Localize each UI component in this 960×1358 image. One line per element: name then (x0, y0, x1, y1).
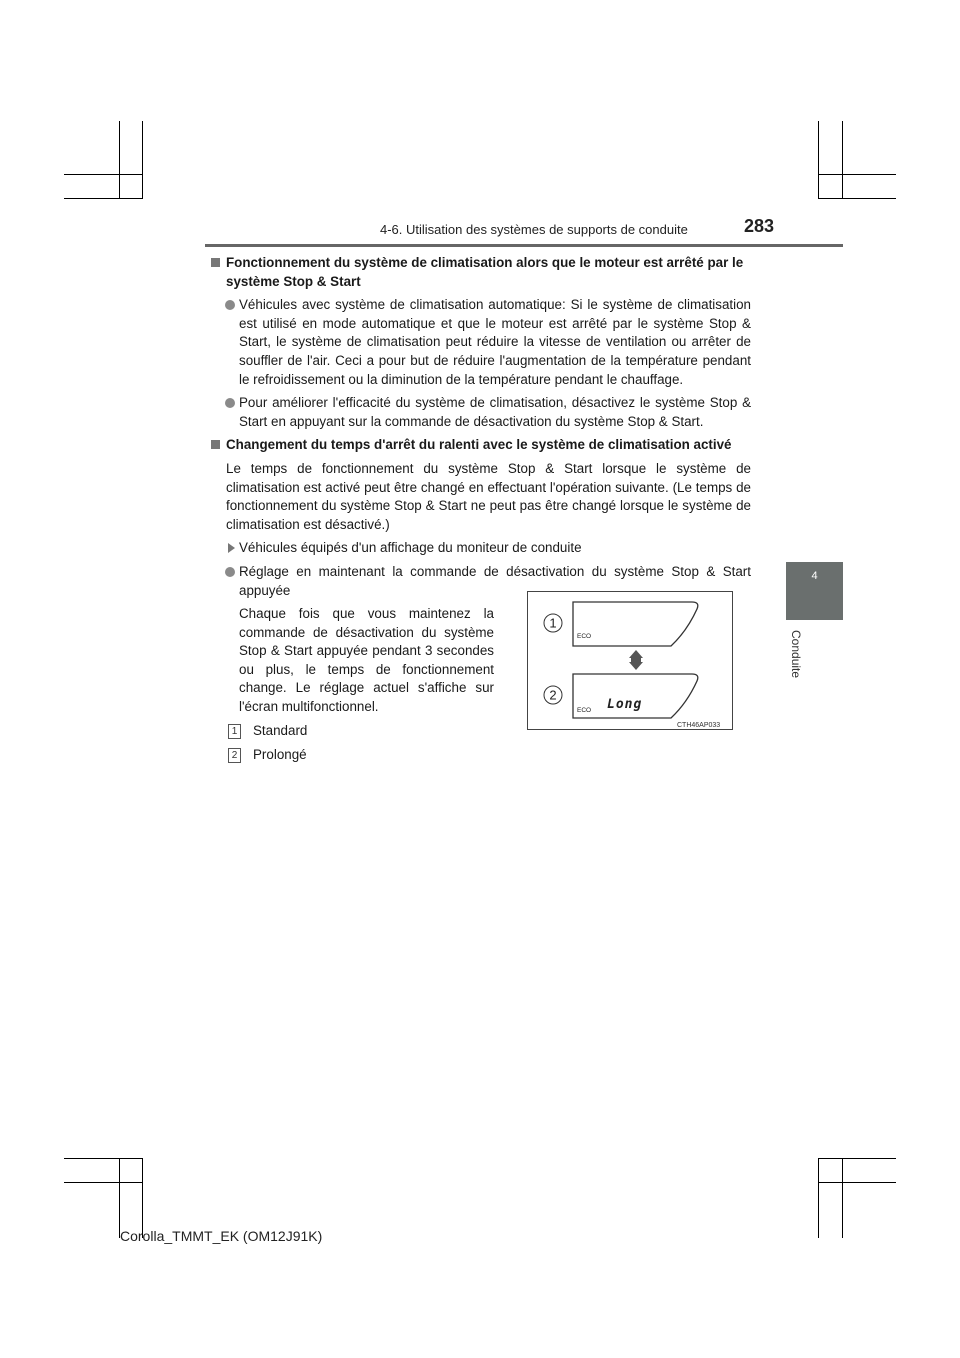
callout-2-number: 2 (549, 687, 557, 703)
crop-mark (119, 1158, 120, 1238)
crop-mark (64, 1182, 142, 1183)
legend-item (211, 746, 751, 765)
legend-number: 2 (228, 748, 241, 763)
square-bullet-icon (211, 258, 220, 267)
paragraph: Le temps de fonctionnement du système Stop & Start lorsque le système de climatisation est activé peut être changé en effectuant l'opération suivante. (Le temps de fonctionnement du système Stop & Start ne peut pas être changé lorsque le système de climatisation est désactivé.) (226, 460, 751, 532)
arrow-item (211, 539, 751, 558)
section-heading (211, 254, 751, 291)
crop-mark (818, 1182, 896, 1183)
crop-mark (818, 1158, 819, 1238)
section-heading (211, 436, 751, 455)
chapter-number: 4 (811, 570, 818, 582)
figure-code: CTH46AP033 (677, 722, 721, 729)
page-number: 283 (744, 216, 775, 236)
heading-text: Fonctionnement du système de climatisation alors que le moteur est arrêté par le système Stop & Start (226, 255, 744, 289)
footer-text: Corolla_TMMT_EK (OM12J91K) (120, 1228, 323, 1244)
bullet-item (211, 296, 751, 389)
chapter-tab (786, 562, 843, 620)
crop-mark (818, 198, 896, 199)
crop-mark (64, 198, 142, 199)
bullet-text: Véhicules avec système de climatisation automatique: Si le système de climatisation est utilisé en mode automatique et que le moteur est arrêté par le système Stop & Start, le système de climatisation peut réduire la vitesse de ventilation ou arrêter de souffler de l'air. Ceci a pour but de réduire l'augmentation de la température pendant le refroidissement ou la diminution de la température pendant le chauffage. (239, 297, 751, 387)
legend-label: Standard (253, 722, 308, 738)
callout-1 (544, 614, 562, 632)
crop-mark (818, 174, 896, 175)
chapter-label (789, 630, 804, 690)
crop-mark (142, 121, 143, 199)
square-bullet-icon (211, 440, 220, 449)
callout-1-number: 1 (549, 615, 557, 631)
long-display-text: Long (607, 697, 643, 712)
bullet-item (211, 394, 751, 431)
chapter-label-text: Conduite (789, 630, 803, 679)
eco-label-1: ECO (577, 633, 592, 640)
crop-mark (818, 1158, 896, 1159)
legend-label: Prolongé (253, 746, 307, 762)
crop-mark (64, 174, 142, 175)
crop-mark (818, 121, 819, 199)
section-title: 4-6. Utilisation des systèmes de supports de conduite (380, 222, 688, 237)
heading-text: Changement du temps d'arrêt du ralenti avec le système de climatisation activé (226, 437, 732, 453)
crop-mark (842, 121, 843, 199)
triangle-right-icon (228, 543, 235, 553)
description: Chaque fois que vous maintenez la commande de désactivation du système Stop & Start appuyée pendant 3 secondes ou plus, le temps de fonctionnement change. Le réglage actuel s'affiche sur l'écran multifonctionnel. (239, 606, 494, 715)
crop-mark (64, 1158, 142, 1159)
bullet-text: Réglage en maintenant la commande de désactivation du système Stop & Start appuyée (239, 563, 751, 598)
header-rule (205, 244, 843, 247)
crop-mark (842, 1158, 843, 1238)
legend-number: 1 (228, 724, 241, 739)
eco-label-2: ECO (577, 707, 592, 714)
bullet-text: Pour améliorer l'efficacité du système de climatisation, désactivez le système Stop & Start en appuyant sur la commande de désactivation du système Stop & Start. (239, 395, 751, 429)
circle-bullet-icon (225, 300, 235, 310)
circle-bullet-icon (225, 567, 235, 577)
callout-2 (544, 686, 562, 704)
crop-mark (119, 121, 120, 199)
circle-bullet-icon (225, 398, 235, 408)
display-figure (527, 591, 733, 730)
arrow-item-text: Véhicules équipés d'un affichage du moniteur de conduite (239, 540, 582, 556)
crop-mark (142, 1158, 143, 1238)
